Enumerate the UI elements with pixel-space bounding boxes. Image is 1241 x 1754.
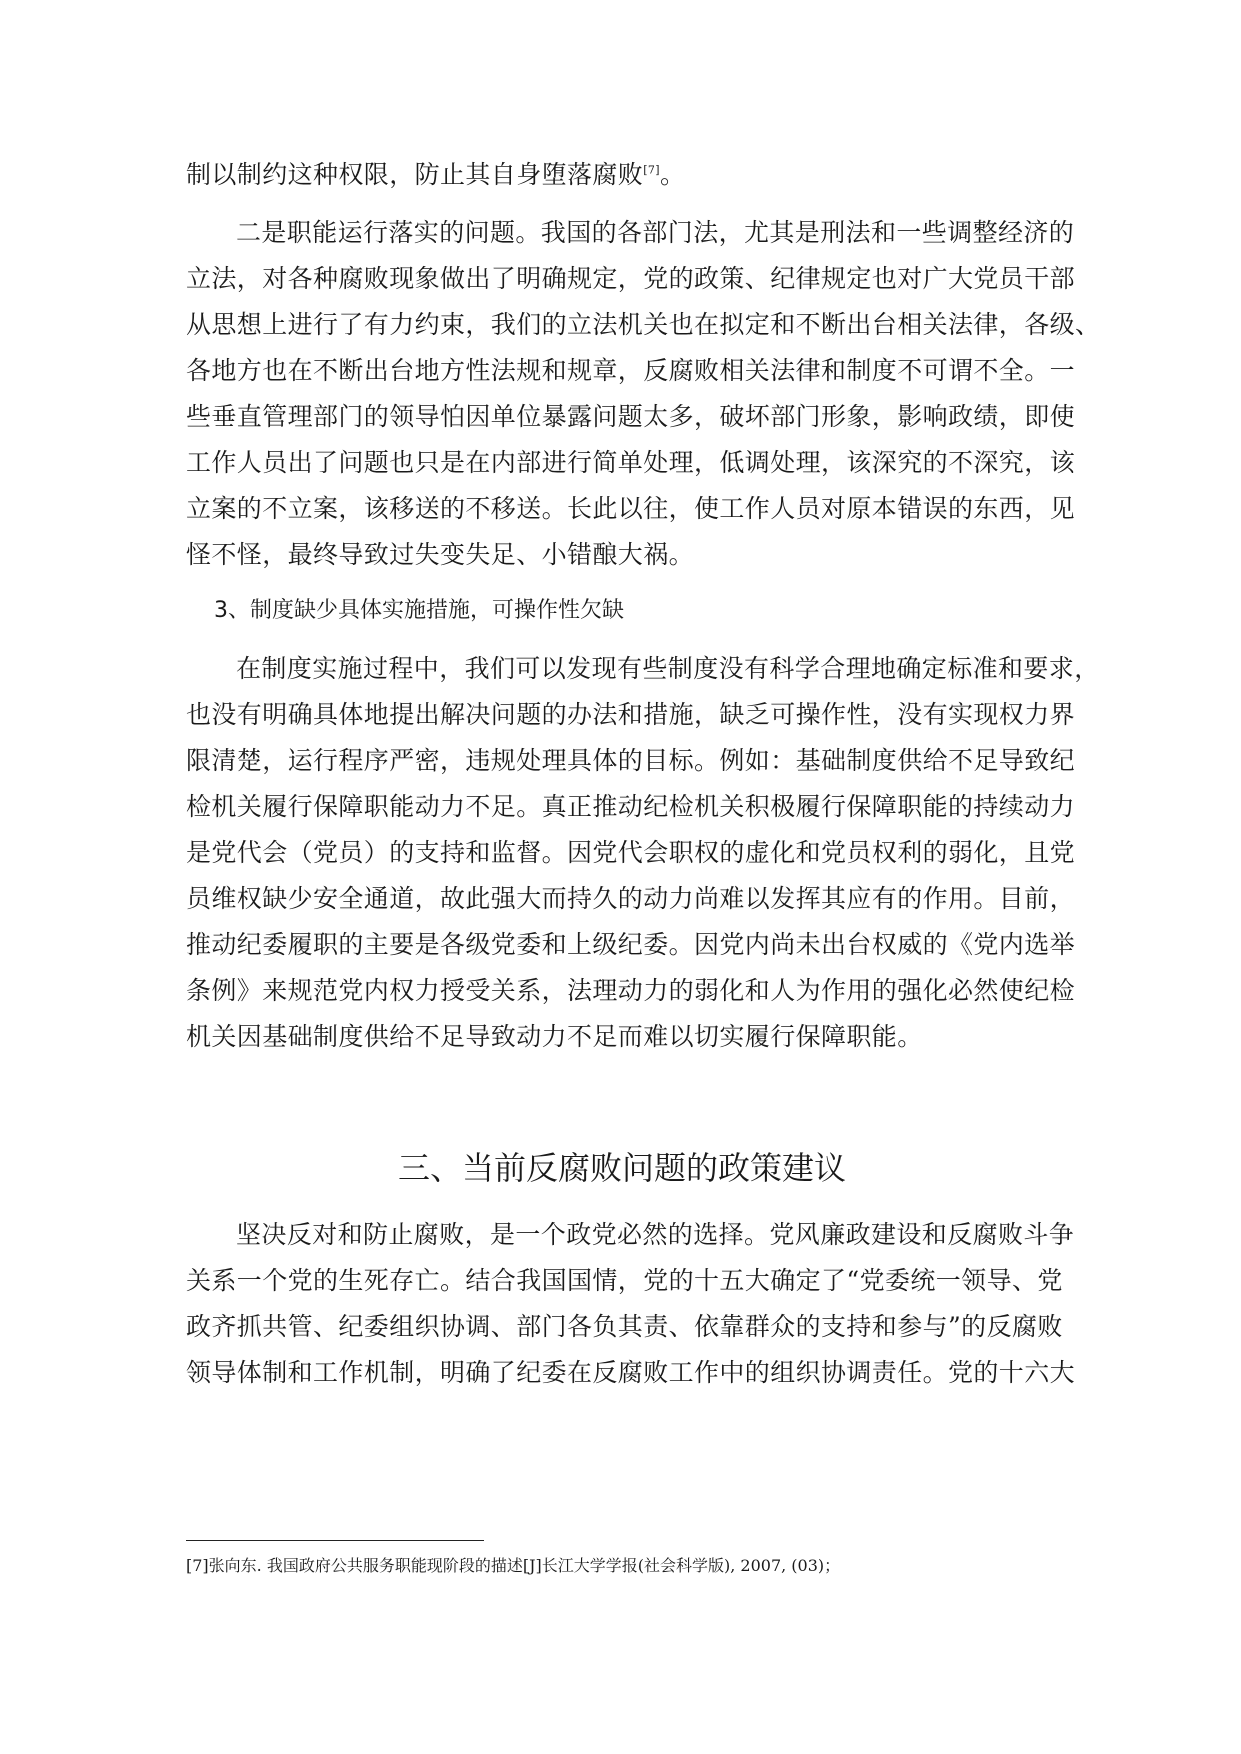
paragraph-line: 从思想上进行了有力约束，我们的立法机关也在拟定和不断出台相关法律，各级、: [186, 310, 1101, 339]
footnote-text: 张向东. 我国政府公共服务职能现阶段的描述[J]长江大学学报(社会科学版), 2007, (03)；: [208, 1556, 841, 1575]
paragraph-1-end: 。: [660, 160, 686, 189]
paragraph-line: 工作人员出了问题也只是在内部进行简单处理，低调处理，该深究的不深究，该: [186, 448, 1076, 477]
paragraph-line: 员维权缺少安全通道，故此强大而持久的动力尚难以发挥其应有的作用。目前，: [186, 884, 1076, 913]
citation-ref: [7]: [643, 163, 660, 177]
body-text: [186, 152, 1101, 1396]
footnote-divider: [186, 1540, 484, 1541]
paragraph-line: 推动纪委履职的主要是各级党委和上级纪委。因党内尚未出台权威的《党内选举: [186, 930, 1076, 959]
paragraph-line: 也没有明确具体地提出解决问题的办法和措施，缺乏可操作性，没有实现权力界: [186, 700, 1076, 729]
section-heading: 三、当前反腐败问题的政策建议: [397, 1149, 846, 1187]
paragraph-line: 各地方也在不断出台地方性法规和规章，反腐败相关法律和制度不可谓不全。一: [186, 356, 1076, 385]
paragraph-line: 关系一个党的生死存亡。结合我国国情，党的十五大确定了“党委统一领导、党: [186, 1266, 1063, 1295]
paragraph-line: 怪不怪，最终导致过失变失足、小错酿大祸。: [186, 540, 695, 569]
footnote: [186, 1554, 840, 1578]
paragraph-line: 限清楚，运行程序严密，违规处理具体的目标。例如：基础制度供给不足导致纪: [186, 746, 1076, 775]
paragraph-line: 领导体制和工作机制，明确了纪委在反腐败工作中的组织协调责任。党的十六大: [186, 1358, 1076, 1387]
paragraph-line: 立法，对各种腐败现象做出了明确规定，党的政策、纪律规定也对广大党员干部: [186, 264, 1076, 293]
paragraph-1-text: 制以制约这种权限，防止其自身堕落腐败: [186, 160, 644, 189]
footnote-mark: [7]: [186, 1556, 209, 1575]
paragraph-line: 检机关履行保障职能动力不足。真正推动纪检机关积极履行保障职能的持续动力: [186, 792, 1076, 821]
subheading: 3、制度缺少具体实施措施，可操作性欠缺: [214, 598, 624, 623]
paragraph-line: 立案的不立案，该移送的不移送。长此以往，使工作人员对原本错误的东西，见: [186, 494, 1076, 523]
paragraph-line: 些垂直管理部门的领导怕因单位暴露问题太多，破坏部门形象，影响政绩，即使: [186, 402, 1076, 431]
paragraph-line: 坚决反对和防止腐败，是一个政党必然的选择。党风廉政建设和反腐败斗争: [236, 1220, 1075, 1249]
paragraph-line: 机关因基础制度供给不足导致动力不足而难以切实履行保障职能。: [186, 1022, 923, 1051]
paragraph-line: 在制度实施过程中，我们可以发现有些制度没有科学合理地确定标准和要求，: [236, 654, 1100, 683]
paragraph-3: [186, 646, 1100, 1060]
paragraph-1-line: [186, 152, 1058, 198]
paragraph-2: [186, 210, 1101, 578]
paragraph-4: [186, 1212, 1076, 1396]
paragraph-line: 二是职能运行落实的问题。我国的各部门法，尤其是刑法和一些调整经济的: [236, 218, 1075, 247]
paragraph-line: 条例》来规范党内权力授受关系，法理动力的弱化和人为作用的强化必然使纪检: [186, 976, 1076, 1005]
paragraph-line: 是党代会（党员）的支持和监督。因党代会职权的虚化和党员权利的弱化，且党: [186, 838, 1076, 867]
paragraph-line: 政齐抓共管、纪委组织协调、部门各负其责、依靠群众的支持和参与”的反腐败: [186, 1312, 1063, 1341]
